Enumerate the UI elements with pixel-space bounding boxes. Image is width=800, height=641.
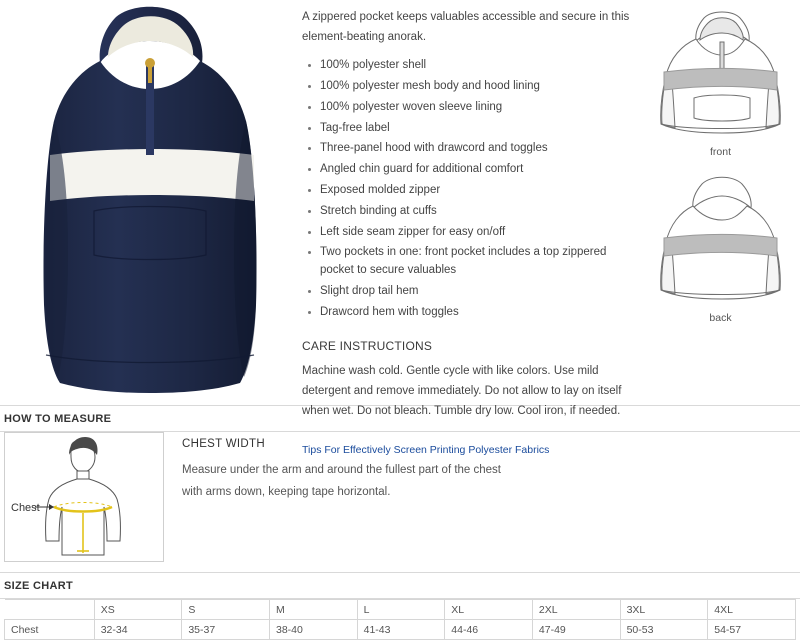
measure-diagram (4, 432, 164, 562)
cell-chest-2xl: 47-49 (532, 620, 620, 640)
column-header-xs: XS (94, 600, 182, 620)
product-description-column (296, 0, 641, 457)
list-item: Two pockets in one: front pocket includes a top zippered pocket to secure valuables (302, 244, 635, 280)
list-item: 100% polyester mesh body and hood lining (302, 78, 635, 96)
jacket-sketch-back (646, 172, 796, 307)
feature-list (302, 57, 635, 322)
table-row (5, 620, 796, 640)
list-item: Tag-free label (302, 120, 635, 138)
column-header-m: M (269, 600, 357, 620)
row-label-chest: Chest (5, 620, 95, 640)
how-to-measure-section (0, 432, 800, 572)
table-header-row (5, 600, 796, 620)
measure-line-1: Measure under the arm and around the fullest part of the chest (182, 464, 501, 476)
screen-printing-tips-link[interactable]: Tips For Effectively Screen Printing Polyester Fabrics (302, 444, 550, 457)
list-item: Angled chin guard for additional comfort (302, 161, 635, 179)
list-item: Drawcord hem with toggles (302, 304, 635, 322)
size-chart-heading: SIZE CHART (4, 580, 73, 592)
product-photo (20, 5, 280, 395)
sketch-caption-front: front (709, 146, 731, 158)
care-instructions-title: CARE INSTRUCTIONS (302, 338, 433, 353)
product-photo-column (0, 0, 296, 400)
column-header-s: S (182, 600, 270, 620)
column-header-xl: XL (445, 600, 533, 620)
list-item: Three-panel hood with drawcord and toggles (302, 140, 635, 158)
cell-chest-s: 35-37 (182, 620, 270, 640)
list-item: 100% polyester woven sleeve lining (302, 99, 635, 117)
cell-chest-xl: 44-46 (445, 620, 533, 640)
cell-chest-l: 41-43 (357, 620, 445, 640)
column-header-corner (5, 600, 95, 620)
size-chart-section (0, 599, 800, 641)
list-item: Slight drop tail hem (302, 283, 635, 301)
care-instructions-body: Machine wash cold. Gentle cycle with like colors. Use mild detergent and remove immediately. Do not allow to lay on itself when wet. Do not bleach. Tumble dry low. Cool iron, if needed. (302, 364, 622, 417)
chest-measure-illustration (5, 433, 163, 561)
product-sketch-column (641, 0, 800, 405)
chest-width-title: CHEST WIDTH (182, 438, 265, 450)
cell-chest-3xl: 50-53 (620, 620, 708, 640)
list-item: Left side seam zipper for easy on/off (302, 224, 635, 242)
jacket-sketch-back-box (646, 172, 796, 338)
column-header-l: L (357, 600, 445, 620)
cell-chest-xs: 32-34 (94, 620, 182, 640)
column-header-3xl: 3XL (620, 600, 708, 620)
cell-chest-m: 38-40 (269, 620, 357, 640)
column-header-2xl: 2XL (532, 600, 620, 620)
cell-chest-4xl: 54-57 (708, 620, 796, 640)
measure-line-2: with arms down, keeping tape horizontal. (182, 485, 391, 498)
column-header-4xl: 4XL (708, 600, 796, 620)
jacket-sketch-front (646, 6, 796, 141)
product-intro: A zippered pocket keeps valuables accessible and secure in this element-beating anorak. (302, 11, 630, 43)
how-to-measure-heading: HOW TO MEASURE (4, 413, 112, 425)
size-chart-table (4, 599, 796, 640)
sketch-caption-back: back (709, 312, 732, 324)
list-item: Exposed molded zipper (302, 182, 635, 200)
jacket-sketch-front-box (646, 6, 796, 172)
list-item: Stretch binding at cuffs (302, 203, 635, 221)
list-item: 100% polyester shell (302, 57, 635, 75)
measure-figure-label: Chest (11, 502, 40, 514)
measure-instructions (164, 432, 501, 562)
